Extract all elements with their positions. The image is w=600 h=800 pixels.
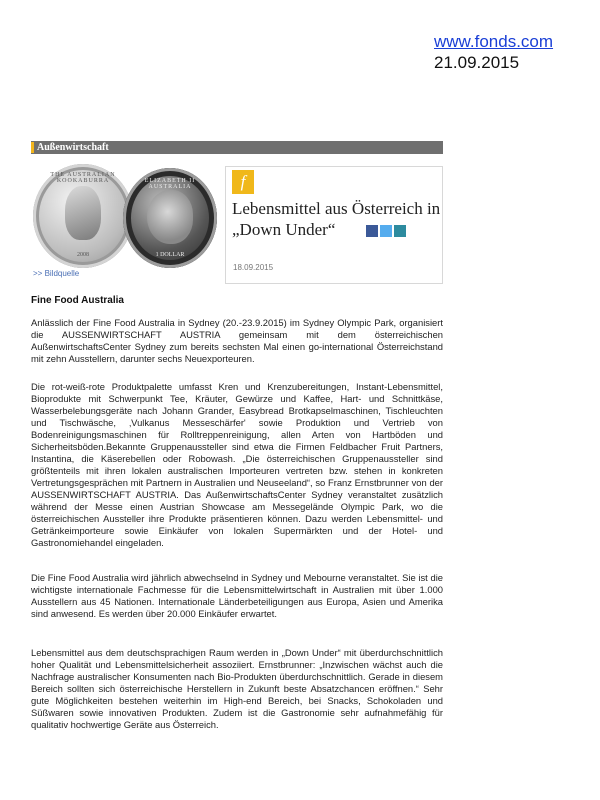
kookaburra-coin-image	[33, 164, 133, 268]
section-label: Außenwirtschaft	[37, 142, 109, 153]
article-paragraph-4: Lebensmittel aus dem deutschsprachigen Raum werden in „Down Under“ mit überdurchschnittlich hoher Qualität und Lebensmittelsicherheit assoziiert. Ernstbrunner: „Inzwischen wächst auch die Nachfrage australischer Konsumenten nach Bio-Produkten überdurchschnittlich. Gerade in diesem Bereich sollten sich österreichische Herstellern in Zukunft beste Absatzchancen eröffnen.“ Sehr gute Möglichkeiten bestehen weiterhin im High-end Bereich, bei Snacks, Schokoladen und Süßwaren sowie innovativen Produkten. Zudem ist die Gastronomie sehr aufnahmefähig für qualitativ hochwertige Geräte aus Österreich.	[31, 647, 443, 730]
queen-portrait	[147, 190, 193, 244]
section-marker	[31, 142, 34, 153]
queen-coin-image	[123, 168, 217, 268]
section-header	[31, 141, 443, 154]
kookaburra-bird	[65, 186, 101, 240]
article-paragraph-3: Die Fine Food Australia wird jährlich abwechselnd in Sydney und Mebourne veranstaltet. Sie ist die wichtigste internationale Fachmesse für die Lebensmittelwirtschaft in Australien mit über 1.000 Ausstellern aus 45 Nationen. Internationale Länderbeteiligungen aus Europa, Asien und Amerika sind anwesend. Es werden über 20.000 Einkäufer erwartet.	[31, 572, 443, 619]
source-info	[434, 31, 553, 73]
share-icons	[366, 222, 408, 240]
xing-icon[interactable]	[394, 225, 406, 237]
coin1-year: 2008	[77, 252, 89, 258]
publish-date: 18.09.2015	[233, 263, 274, 272]
article-paragraph-2: Die rot-weiß-rote Produktpalette umfasst Kren und Krenzubereitungen, Instant-Lebensmittel, Bioprodukte mit Schwerpunkt Tee, Kräuter, Gewürze und Kaffee, Hart- und Schnittkäse, Wasserbelebungsgeräte nach Johann Grander, Easybread Brotkapselmaschinen, Tischleuchten und Tischwäsche, ‚Vulkanus Messeschärfer' sowie Produktion und Vertrieb von Bodenreinigungsmaschinen für Rolltreppenreinigung, allen Arten von Hartböden und Sicherheitsböden.Bekannte Gruppenaussteller sind etwa die Firmen Feldbacher Fruit Partners, Instantina, die Käserebellen oder Robowash. „Die österreichischen Gruppenaussteller sind größtenteils mit ihren lokalen australischen Importeuren vertreten bzw. stehen in konkreten Vertretungsgesprächen mit Partnern in Australien und Neuseeland“, so Franz Ernstbrunner von der AUSSENWIRTSCHAFT AUSTRIA. Das AußenwirtschaftsCenter Sydney veranstaltet zusätzlich während der Messe einen Austrian Showcase am Messegelände Olympic Park, wo die österreichischen Aussteller ihre Produkte präsentieren können. Dazu werden Lebensmittel- und Getränkeimporteure sowie Einkäufer von lokalen Supermärkten und der Hotel- und Gastronomiehandel eingeladen.	[31, 381, 443, 548]
article-kicker: Fine Food Australia	[31, 295, 124, 306]
source-date: 21.09.2015	[434, 53, 520, 72]
source-url-link[interactable]: www.fonds.com	[434, 32, 554, 51]
image-source-link[interactable]: >> Bildquelle	[33, 269, 80, 278]
article-paragraph-1: Anlässlich der Fine Food Australia in Sydney (20.-23.9.2015) im Sydney Olympic Park, organisiert die AUSSENWIRTSCHAFT AUSTRIA gemeinsam mit dem österreichischen AußenwirtschaftsCenter Sydney zum bereits sechsten Mal einen go-international Österreichstand mit zehn Ausstellern, darunter sechs Neuexporteuren.	[31, 317, 443, 364]
coin1-inscription: THE AUSTRALIAN KOOKABURRA	[50, 172, 116, 184]
fonds-logo-icon: f	[232, 170, 254, 194]
twitter-icon[interactable]	[380, 225, 392, 237]
coin2-inscription: ELIZABETH II AUSTRALIA	[144, 178, 196, 190]
facebook-icon[interactable]	[366, 225, 378, 237]
coin2-value: 1 DOLLAR	[155, 252, 185, 258]
article-headline: Lebensmittel aus Österreich in „Down Under“	[232, 199, 441, 239]
